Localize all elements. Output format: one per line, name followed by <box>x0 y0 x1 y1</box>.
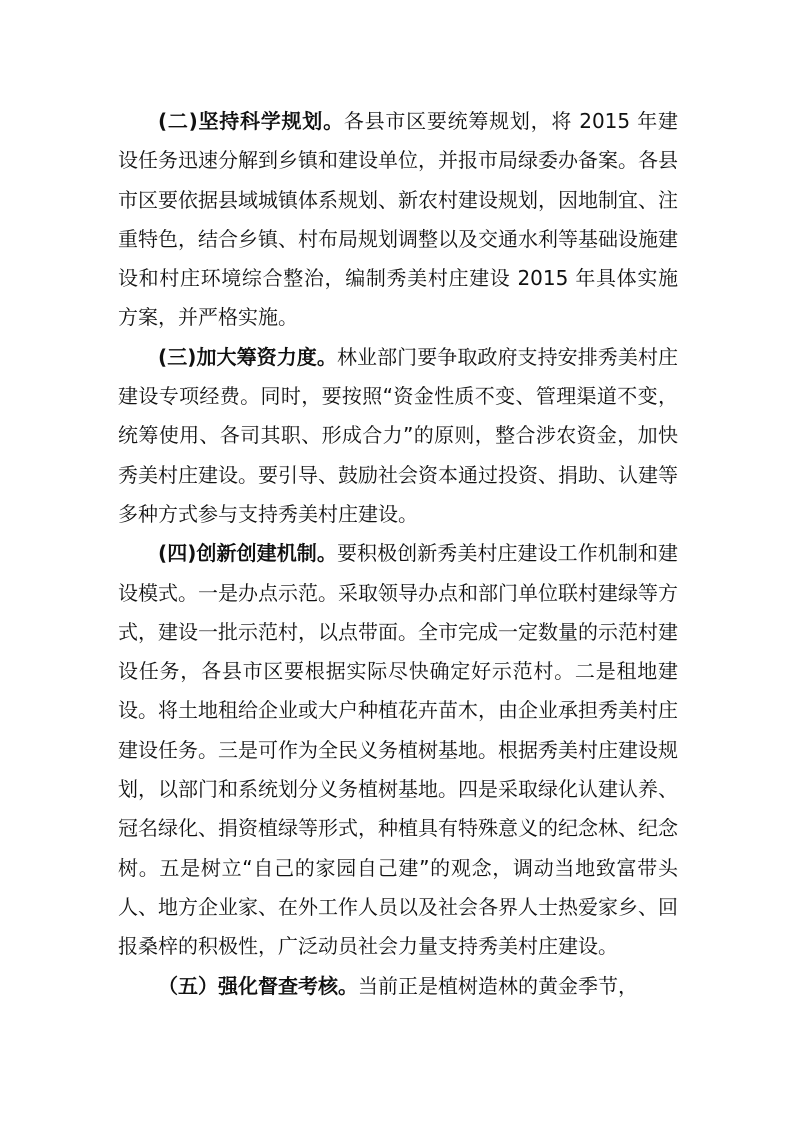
paragraph-text: 各县市区要统筹规划，将 2015 年建设任务迅速分解到乡镇和建设单位，并报市局绿委办备案。各县市区要依据县域城镇体系规划、新农村建设规划，因地制宜、注重特色，结合乡镇、村布局规划调整以及交通水利等基础设施建设和村庄环境综合整治，编制秀美村庄建设 2015 年具体实施方案，并严格实施。 <box>118 109 678 330</box>
document-body <box>118 102 678 1006</box>
paragraph-heading: (二)坚持科学规划。 <box>158 109 344 133</box>
paragraph-text: 当前正是植树造林的黄金季节， <box>358 973 638 998</box>
paragraph-text: 林业部门要争取政府支持安排秀美村庄建设专项经费。同时，要按照“资金性质不变、管理渠道不变，统筹使用、各司其职、形成合力”的原则，整合涉农资金，加快秀美村庄建设。要引导、鼓励社会资本通过投资、捐助、认建等多种方式参与支持秀美村庄建设。 <box>118 344 679 526</box>
paragraph-text: 要积极创新秀美村庄建设工作机制和建设模式。一是办点示范。采取领导办点和部门单位联村建绿等方式，建设一批示范村，以点带面。全市完成一定数量的示范村建设任务，各县市区要根据实际尽快确定好示范村。二是租地建设。将土地租给企业或大户种植花卉苗木，由企业承担秀美村庄建设任务。三是可作为全民义务植树基地。根据秀美村庄建设规划，以部门和系统划分义务植树基地。四是采取绿化认建认养、冠名绿化、捐资植绿等形式，种植具有特殊意义的纪念林、纪念树。五是树立“自己的家园自己建”的观念，调动当地致富带头人、地方企业家、在外工作人员以及社会各界人士热爱家乡、回报桑梓的积极性，广泛动员社会力量支持秀美村庄建设。 <box>118 541 679 959</box>
paragraph-heading: (四)创新创建机制。 <box>158 541 337 566</box>
paragraph-mechanism <box>118 534 678 966</box>
paragraph-heading: (三)加大筹资力度。 <box>158 344 337 369</box>
paragraph-planning <box>118 102 678 338</box>
paragraph-funding <box>118 338 678 534</box>
paragraph-heading: （五）强化督查考核。 <box>158 973 358 998</box>
paragraph-supervision <box>118 967 678 1006</box>
